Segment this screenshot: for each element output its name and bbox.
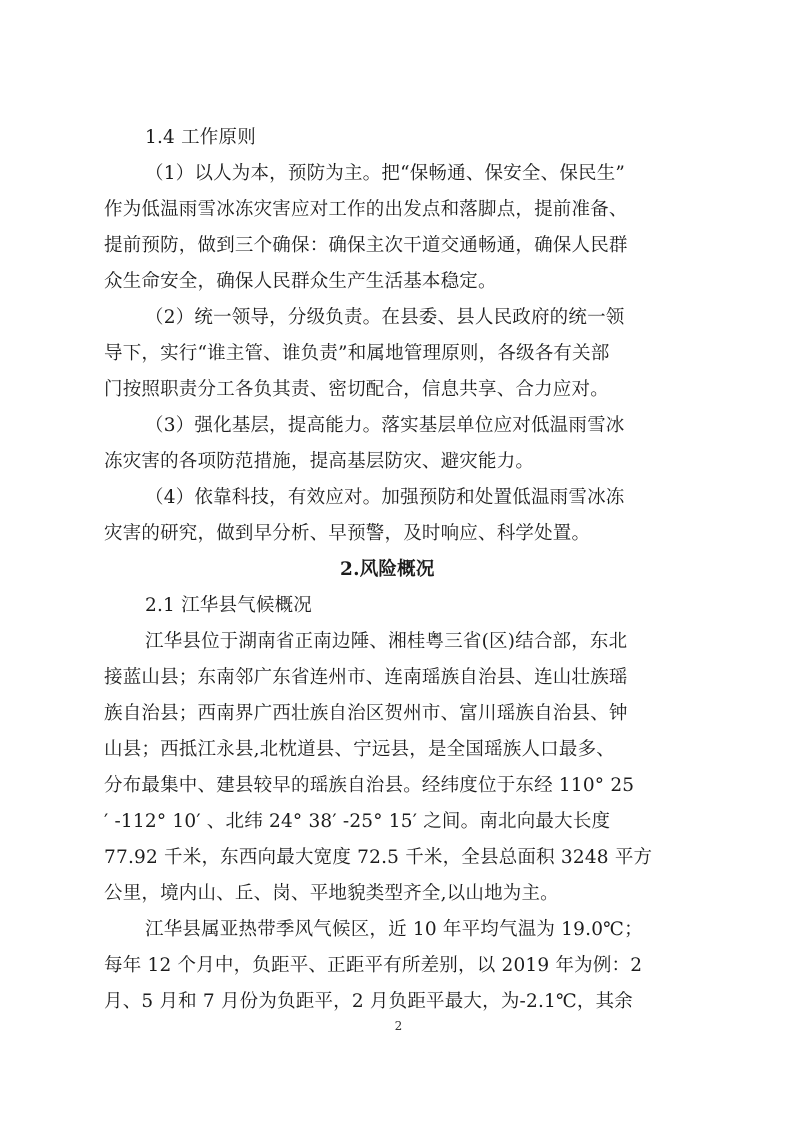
paragraph-line: 众生命安全，确保人民群众生产生活基本稳定。 <box>104 271 497 292</box>
section-heading-2: 2.风险概况 <box>340 559 435 580</box>
paragraph-line: 族自治县；西南界广西壮族自治区贺州市、富川瑶族自治县、钟 <box>104 703 628 724</box>
paragraph-line: 冻灾害的各项防范措施，提高基层防灾、避灾能力。 <box>104 451 535 472</box>
page-number: 2 <box>394 1019 403 1033</box>
paragraph-line: （1）以人为本，预防为主。把“保畅通、保安全、保民生” <box>145 163 626 184</box>
section-heading-1-4: 1.4 工作原则 <box>145 127 256 148</box>
paragraph-line: 每年 12 个月中，负距平、正距平有所差别，以 2019 年为例：2 <box>104 955 643 976</box>
paragraph-line: 导下，实行“谁主管、谁负责”和属地管理原则，各级各有关部 <box>104 343 610 364</box>
paragraph-line: （4）依靠科技，有效应对。加强预防和处置低温雨雪冰冻 <box>145 487 625 508</box>
paragraph-line: 江华县属亚热带季风气候区，近 10 年平均气温为 19.0℃； <box>145 919 643 940</box>
paragraph-line: 江华县位于湖南省正南边陲、湘桂粤三省(区)结合部，东北 <box>145 631 628 652</box>
paragraph-line: ′ -112° 10′ 、北纬 24° 38′ -25° 15′ 之间。南北向最大长度 <box>104 811 611 832</box>
paragraph-line: 山县；西抵江永县,北枕道县、宁远县，是全国瑶族人口最多、 <box>104 739 615 760</box>
paragraph-line: 77.92 千米，东西向最大宽度 72.5 千米，全县总面积 3248 平方 <box>104 847 653 868</box>
paragraph-line: 月、5 月和 7 月份为负距平，2 月负距平最大，为-2.1℃，其余 <box>104 991 634 1012</box>
paragraph-line: 分布最集中、建县较早的瑶族自治县。经纬度位于东经 110° 25 <box>104 775 635 796</box>
paragraph-line: （2）统一领导，分级负责。在县委、县人民政府的统一领 <box>145 307 625 328</box>
subsection-heading-2-1: 2.1 江华县气候概况 <box>145 595 313 616</box>
paragraph-line: 灾害的研究，做到早分析、早预警，及时响应、科学处置。 <box>104 523 591 544</box>
paragraph-line: 门按照职责分工各负其责、密切配合，信息共享、合力应对。 <box>104 379 609 400</box>
paragraph-line: 接蓝山县；东南邻广东省连州市、连南瑶族自治县、连山壮族瑶 <box>104 667 628 688</box>
paragraph-line: 提前预防，做到三个确保：确保主次干道交通畅通，确保人民群 <box>104 235 628 256</box>
paragraph-line: 公里，境内山、丘、岗、平地貌类型齐全,以山地为主。 <box>104 883 559 904</box>
paragraph-line: 作为低温雨雪冰冻灾害应对工作的出发点和落脚点，提前准备、 <box>104 199 628 220</box>
paragraph-line: （3）强化基层，提高能力。落实基层单位应对低温雨雪冰 <box>145 415 625 436</box>
